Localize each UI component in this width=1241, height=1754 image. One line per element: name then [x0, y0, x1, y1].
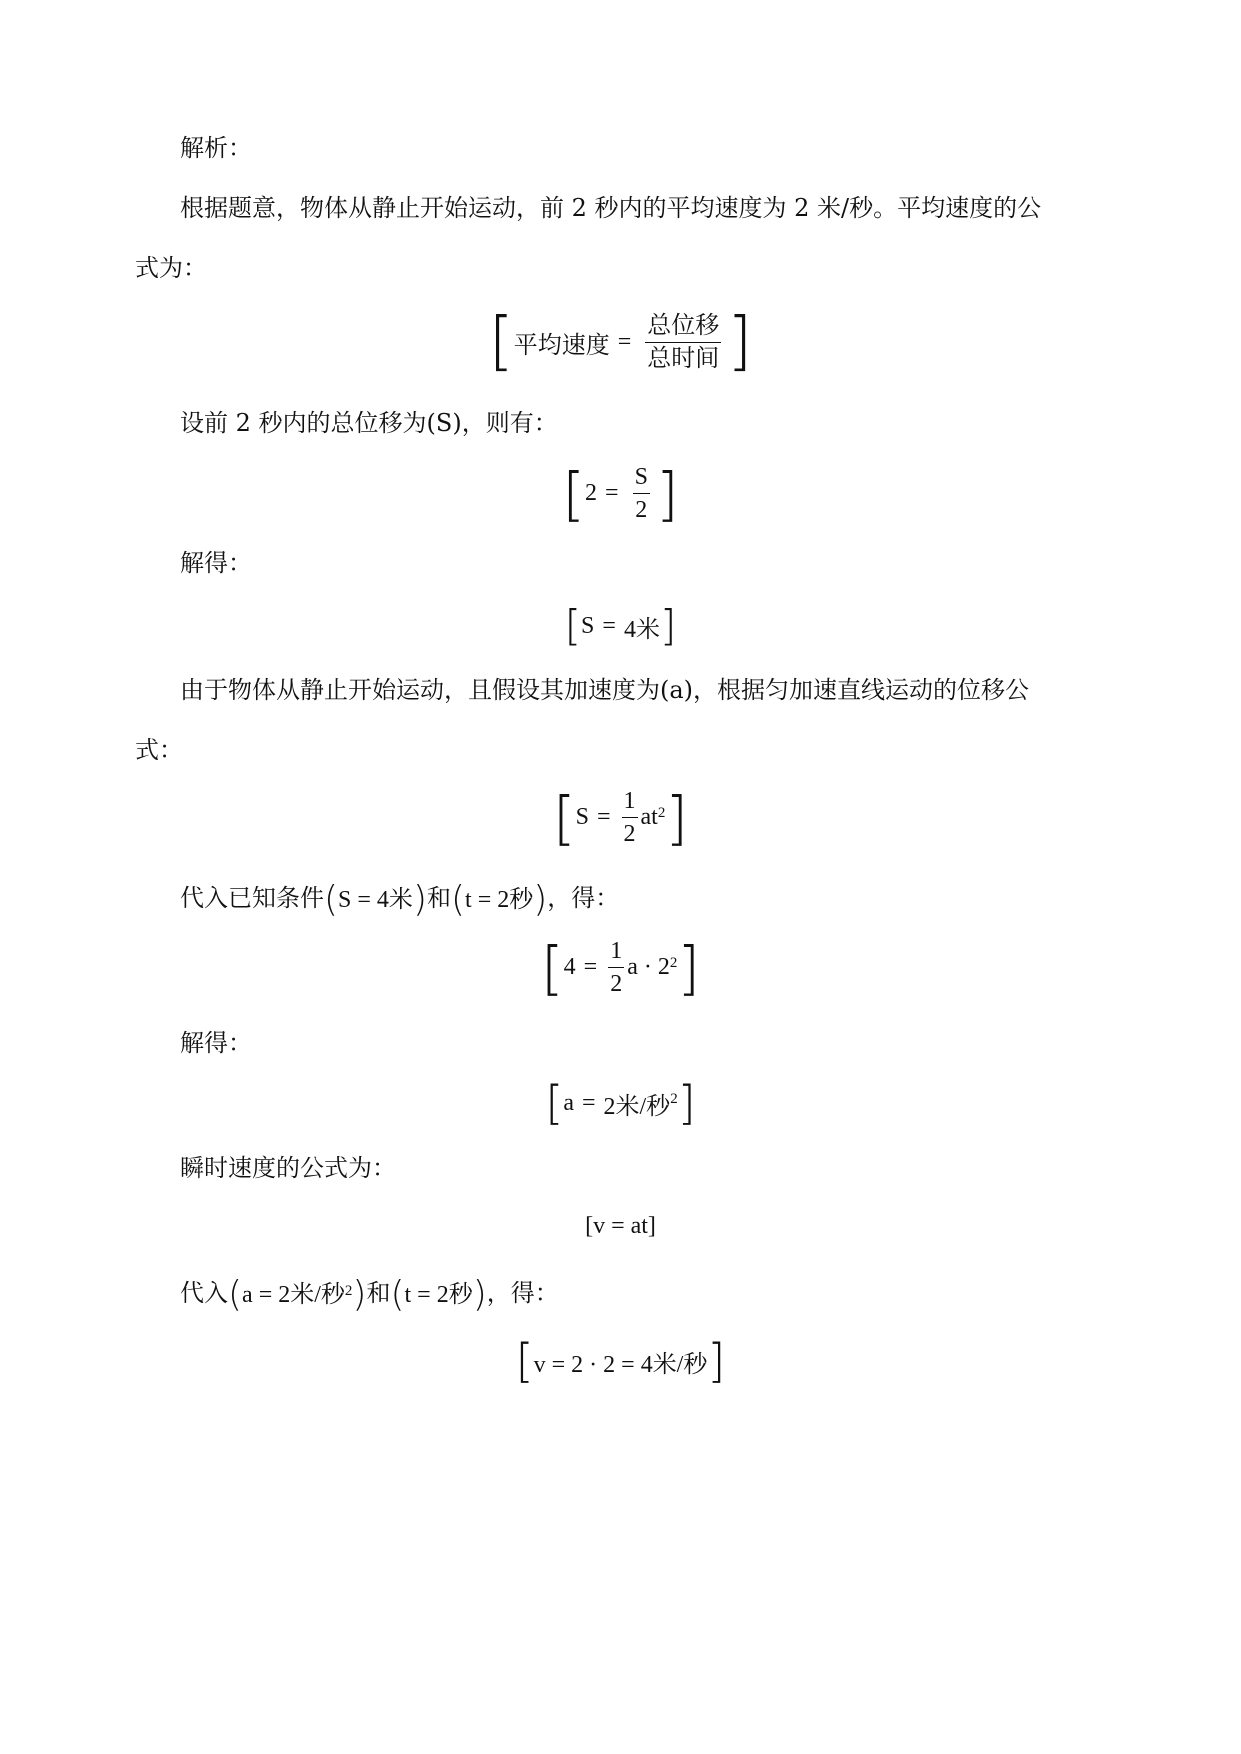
eq6-rhs: 2米/秒 [603, 1093, 671, 1120]
p9-condition-1-exponent: 2 [344, 1282, 353, 1299]
eq5-exponent: 2 [669, 955, 678, 971]
eq1-numerator: 总位移 [645, 313, 721, 343]
paragraph-1-line-2: 式为： [135, 254, 207, 282]
paragraph-solve-2: 解得： [180, 1029, 252, 1057]
equation-2: [ 2 = $\frac{S}{2}$ ] [562, 459, 679, 528]
p6-pre: 代入已知条件 [180, 884, 324, 912]
paragraph-1-line-1: 根据题意，物体从静止开始运动，前 2 秒内的平均速度为 2 米/秒。平均速度的公 [180, 194, 1042, 222]
eq3-lhs: S [581, 612, 595, 639]
eq2-op: = [605, 480, 619, 506]
paragraph-3-line-1: 由于物体从静止开始运动，且假设其加速度为(a)，根据匀加速直线运动的位移公 [180, 676, 1030, 704]
eq5-denominator: 2 [610, 971, 623, 997]
eq3-op: = [602, 612, 616, 639]
equation-8: [ v = 2 · 2 = 4米/秒 ] [515, 1334, 726, 1388]
eq5-numerator: 1 [608, 938, 624, 968]
paragraph-3-line-2: 式： [135, 736, 183, 764]
eq8-text: v = 2 · 2 = 4米/秒 [533, 1351, 708, 1378]
eq5-lhs: 4 [563, 954, 576, 980]
equation-6: [ a = 2米/秒 $^2$ ] [545, 1076, 696, 1130]
eq2-denominator: 2 [635, 497, 648, 523]
paragraph-6: 代入 ( a = 2米/秒 $^2$ ) 和 ( t = 2秒 ) ，得： [180, 1273, 559, 1315]
eq6-lhs: a [563, 1089, 574, 1116]
p6-mid: 和 [426, 884, 451, 912]
eq5-op: = [583, 954, 598, 980]
eq2-lhs: 2 [585, 480, 598, 506]
p6-condition-2: t = 2秒 [465, 886, 534, 913]
paragraph-5: 瞬时速度的公式为： [180, 1154, 396, 1182]
p6-condition-1: S = 4米 [338, 886, 413, 913]
eq7-text: [v = at] [585, 1213, 656, 1239]
paragraph-solve-1: 解得： [180, 549, 252, 577]
p9-condition-1: a = 2米/秒 [242, 1281, 345, 1308]
equation-4: [ S = $\frac{1}{2}$ at $^2$ ] [552, 783, 688, 852]
heading-analysis: 解析： [180, 134, 252, 162]
eq6-exponent: 2 [670, 1090, 678, 1107]
eq1-op: = [617, 328, 632, 355]
eq3-rhs: 4米 [623, 616, 660, 643]
equation-5: [ 4 = $\frac{1}{2}$ a · 2 $^2$ ] [541, 933, 700, 1002]
eq4-op: = [596, 804, 611, 830]
eq2-numerator: S [633, 464, 650, 494]
eq5-rest: a · 2 [627, 954, 670, 980]
eq1-denominator: 总时间 [647, 345, 720, 372]
eq4-denominator: 2 [623, 821, 636, 847]
eq4-numerator: 1 [622, 788, 638, 818]
p9-condition-2: t = 2秒 [404, 1281, 473, 1308]
equation-7 [0, 1213, 1241, 1240]
paragraph-4: 代入已知条件 ( S = 4米 ) 和 ( t = 2秒 ) ，得： [180, 878, 620, 920]
p6-post: ，得： [547, 884, 620, 912]
equation-3: [ S = 4米 ] [564, 601, 677, 650]
eq4-exponent: 2 [657, 805, 666, 821]
eq4-lhs: S [575, 804, 589, 830]
eq1-lhs: 平均速度 [513, 332, 610, 359]
eq6-op: = [581, 1089, 596, 1116]
p9-mid: 和 [366, 1279, 391, 1307]
p9-post: ，得： [486, 1279, 559, 1307]
paragraph-2: 设前 2 秒内的总位移为(S)，则有： [180, 409, 558, 437]
eq4-rest: at [640, 804, 658, 830]
p9-pre: 代入 [180, 1279, 228, 1307]
equation-average-speed: [ 平均速度 = $\frac{\text{总位移}}{\text{总时间}}$ ] [488, 305, 753, 379]
